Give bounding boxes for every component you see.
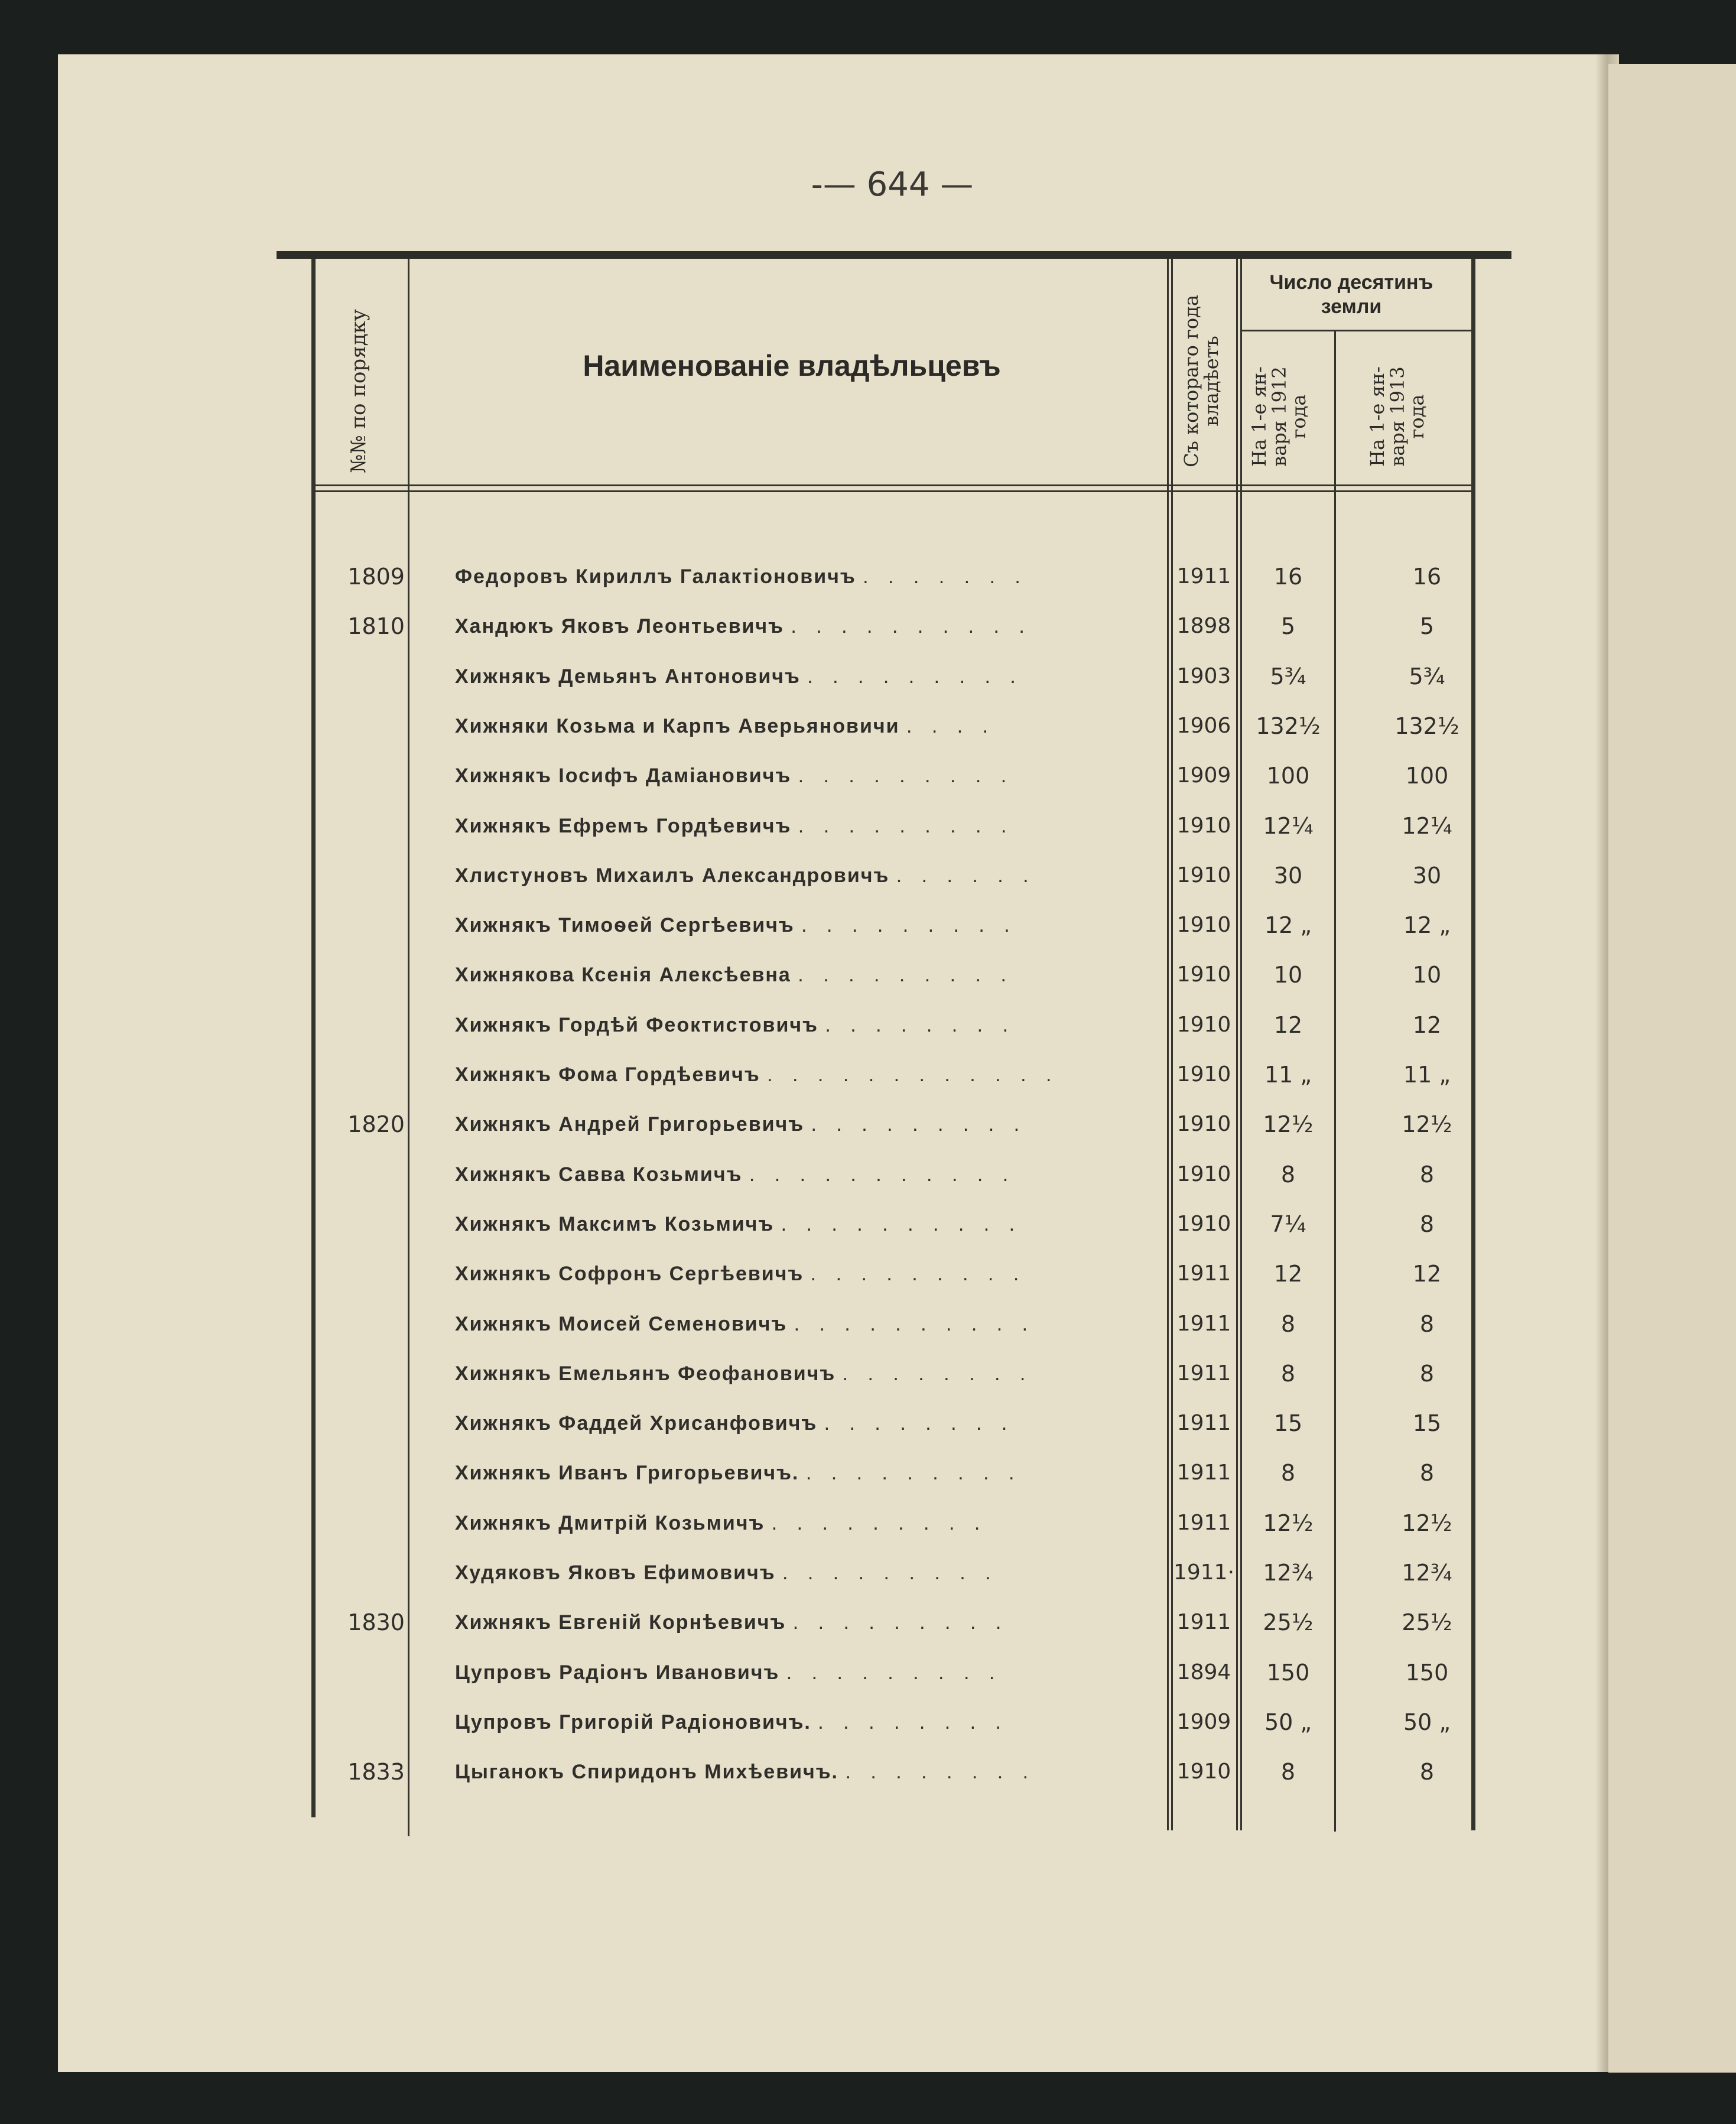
acres-1912-cell: 12¼	[1263, 812, 1314, 839]
acres-1913-cell: 5	[1419, 613, 1435, 640]
owner-name-cell	[455, 1548, 1164, 1598]
page-number: -— 644 —	[811, 165, 974, 204]
owner-name-cell	[455, 751, 1164, 801]
acres-1912-cell: 16	[1273, 564, 1303, 590]
year-cell: 1911	[1176, 1411, 1231, 1436]
acres-1913-cell: 16	[1412, 564, 1442, 590]
row-number	[322, 1199, 411, 1249]
acres-1912-cell: 100	[1266, 763, 1310, 789]
header-bottom-rule-2	[314, 490, 1472, 492]
owner-name: Хижнякъ Евгеній Корнѣевичъ	[455, 1611, 786, 1634]
row-number	[322, 1050, 411, 1100]
row-number: 1810	[347, 613, 405, 640]
leader-dots: . . . . . . . . .	[807, 665, 1023, 688]
leader-dots: . . . . . . . . .	[792, 1611, 1009, 1634]
year-cell: 1910	[1176, 813, 1231, 838]
owner-name: Федоровъ Кириллъ Галактіоновичъ	[455, 565, 856, 588]
table-row	[0, 1548, 1736, 1598]
table-row	[0, 751, 1736, 801]
year-cell: 1898	[1176, 614, 1231, 639]
owner-name: Цупровъ Радіонъ Ивановичъ	[455, 1661, 780, 1684]
leader-dots: . . . . . . . . .	[771, 1511, 987, 1534]
owner-name: Хижнякъ Софронъ Сергѣевичъ	[455, 1263, 804, 1286]
row-number	[322, 701, 411, 751]
year-cell: 1903	[1176, 663, 1231, 688]
year-cell: 1910	[1176, 1012, 1231, 1037]
owner-name: Хижнякъ Гордѣй Феоктистовичъ	[455, 1013, 818, 1036]
leader-dots: . . . . . . . . . . . .	[767, 1063, 1059, 1086]
acres-1913-cell: 12 „	[1403, 912, 1451, 939]
table-row	[0, 601, 1736, 651]
year-cell: 1911	[1176, 1610, 1231, 1635]
year-cell: 1894	[1176, 1660, 1231, 1684]
owner-name-cell	[455, 1050, 1164, 1100]
leader-dots: . . . . . . . .	[818, 1710, 1008, 1733]
owner-name: Хижнякъ Тимоѳей Сергѣевичъ	[455, 914, 795, 937]
table-row	[0, 701, 1736, 751]
owner-name-cell	[455, 652, 1164, 701]
row-number	[322, 1498, 411, 1548]
acres-1913-cell: 12½	[1402, 1111, 1452, 1138]
row-number	[322, 1448, 411, 1498]
acres-1913-cell: 5¾	[1409, 663, 1445, 689]
owner-name-cell	[455, 1648, 1164, 1697]
owner-name-cell	[455, 950, 1164, 1000]
year-cell: 1910	[1176, 1211, 1231, 1236]
table-row	[0, 652, 1736, 701]
acres-1912-cell: 8	[1280, 1161, 1296, 1188]
table-row	[0, 1199, 1736, 1249]
leader-dots: . . . . . . . . .	[798, 814, 1014, 837]
owner-name: Хлистуновъ Михаилъ Александровичъ	[455, 864, 890, 887]
acres-1913-cell: 12	[1412, 1261, 1442, 1287]
acres-1912-cell: 12½	[1263, 1111, 1314, 1138]
year-cell: 1911·	[1173, 1560, 1235, 1585]
owner-name-cell	[455, 1398, 1164, 1448]
leader-dots: . . . . . . . .	[842, 1362, 1033, 1385]
owner-name-cell	[455, 900, 1164, 950]
table-top-rule	[277, 251, 1511, 259]
leader-dots: . . . . . . . . .	[782, 1562, 998, 1584]
acres-1912-cell: 8	[1280, 1759, 1296, 1785]
leader-dots: . . . . . . . . .	[805, 1462, 1022, 1485]
table-row	[0, 1598, 1736, 1647]
header-col-year: Съ котораго года владѣетъ	[1180, 295, 1223, 467]
year-cell: 1910	[1176, 1112, 1231, 1137]
owner-name: Хижнякъ Емельянъ Феофановичъ	[455, 1362, 836, 1385]
owner-name: Цупровъ Григорій Радіоновичъ.	[455, 1710, 811, 1733]
acres-1912-cell: 8	[1280, 1460, 1296, 1487]
acres-1913-cell: 8	[1419, 1360, 1435, 1387]
year-cell: 1910	[1176, 1062, 1231, 1087]
table-row	[0, 950, 1736, 1000]
table-row	[0, 1100, 1736, 1149]
acres-1913-cell: 12¾	[1402, 1560, 1452, 1586]
owner-name-cell	[455, 1249, 1164, 1299]
row-number	[322, 1697, 411, 1747]
leader-dots: . . . . . . . . .	[810, 1263, 1026, 1286]
header-col-no: №№ по порядку	[347, 309, 370, 473]
acres-1912-cell: 132½	[1256, 713, 1321, 739]
row-number	[322, 851, 411, 900]
acres-1912-cell: 8	[1280, 1360, 1296, 1387]
owner-name: Хижнякъ Моисей Семеновичъ	[455, 1312, 788, 1335]
row-number	[322, 1398, 411, 1448]
leader-dots: . . . . . . .	[863, 565, 1028, 588]
owner-name: Хижнякъ Максимъ Козьмичъ	[455, 1212, 775, 1235]
table-row	[0, 1498, 1736, 1548]
table-row	[0, 1150, 1736, 1199]
table-row	[0, 1299, 1736, 1349]
table-row	[0, 1398, 1736, 1448]
acres-1912-cell: 50 „	[1264, 1709, 1312, 1735]
owner-name: Худяковъ Яковъ Ефимовичъ	[455, 1562, 776, 1584]
row-number	[322, 1648, 411, 1697]
acres-1913-cell: 12½	[1402, 1510, 1452, 1536]
row-number: 1833	[347, 1759, 405, 1785]
group-header-rule	[1241, 330, 1471, 331]
table-row	[0, 1349, 1736, 1398]
leader-dots: . . . . . . . . .	[798, 765, 1014, 788]
year-cell: 1910	[1176, 913, 1231, 938]
owner-name: Цыганокъ Спиридонъ Михѣевичъ.	[455, 1761, 838, 1784]
acres-1912-cell: 8	[1280, 1310, 1296, 1337]
header-col-1912: На 1-е ян- варя 1912 года	[1248, 366, 1311, 467]
owner-name-cell	[455, 1199, 1164, 1249]
owner-name-cell	[455, 1299, 1164, 1349]
table-row	[0, 900, 1736, 950]
owner-name: Хижнякъ Фома Гордѣевичъ	[455, 1063, 760, 1086]
acres-1913-cell: 11 „	[1403, 1062, 1451, 1088]
acres-1912-cell: 30	[1273, 862, 1303, 889]
owner-name: Хижнякова Ксенія Алексѣевна	[455, 964, 791, 987]
year-cell: 1909	[1176, 763, 1231, 788]
owner-name: Хижняки Козьма и Карпъ Аверьяновичи	[455, 714, 900, 737]
acres-1913-cell: 150	[1405, 1659, 1449, 1686]
row-number	[322, 1548, 411, 1598]
acres-1913-cell: 25½	[1402, 1609, 1452, 1636]
owner-name: Хижнякъ Іосифъ Даміановичъ	[455, 765, 792, 788]
table-row	[0, 1697, 1736, 1747]
acres-1913-cell: 10	[1412, 962, 1442, 988]
owner-name-cell	[455, 1100, 1164, 1149]
acres-1912-cell: 11 „	[1264, 1062, 1312, 1088]
owner-name-cell	[455, 1598, 1164, 1647]
acres-1912-cell: 12	[1273, 1011, 1303, 1038]
year-cell: 1911	[1176, 1311, 1231, 1336]
year-cell: 1911	[1176, 1261, 1231, 1286]
owner-name-cell	[455, 701, 1164, 751]
acres-1913-cell: 8	[1419, 1310, 1435, 1337]
owner-name: Хижнякъ Андрей Григорьевичъ	[455, 1113, 805, 1136]
acres-1912-cell: 7¼	[1270, 1211, 1306, 1237]
leader-dots: . . . . . . . . . . .	[749, 1163, 1016, 1186]
leader-dots: . . . . . . . . . .	[781, 1212, 1022, 1235]
acres-1913-cell: 12¼	[1402, 812, 1452, 839]
row-number	[322, 801, 411, 851]
leader-dots: . . . . . . . .	[824, 1412, 1015, 1435]
row-number	[322, 1349, 411, 1398]
leader-dots: . . . . . . . .	[845, 1761, 1036, 1784]
acres-1912-cell: 25½	[1263, 1609, 1314, 1636]
header-col-group: Число десятинъ земли	[1269, 271, 1433, 318]
owner-name-cell	[455, 1498, 1164, 1548]
year-cell: 1909	[1176, 1709, 1231, 1734]
table-row	[0, 1648, 1736, 1697]
row-number: 1809	[347, 564, 405, 590]
leader-dots: . . . . . . . . .	[786, 1661, 1002, 1684]
leader-dots: . . . . . . . . .	[798, 964, 1013, 987]
acres-1912-cell: 5	[1280, 613, 1296, 640]
acres-1912-cell: 12	[1273, 1261, 1303, 1287]
header-col-name: Наименованіе владѣльцевъ	[583, 349, 1001, 382]
row-number	[322, 900, 411, 950]
owner-name-cell	[455, 1349, 1164, 1398]
row-number	[322, 1249, 411, 1299]
owner-name-cell	[455, 552, 1164, 601]
owner-name: Хижнякъ Савва Козьмичъ	[455, 1163, 743, 1186]
acres-1913-cell: 50 „	[1403, 1709, 1451, 1735]
owner-name: Хижнякъ Демьянъ Антоновичъ	[455, 665, 801, 688]
year-cell: 1910	[1176, 1759, 1231, 1784]
acres-1912-cell: 12¾	[1263, 1560, 1314, 1586]
row-number	[322, 950, 411, 1000]
row-number	[322, 1299, 411, 1349]
acres-1913-cell: 100	[1405, 763, 1449, 789]
acres-1912-cell: 15	[1273, 1410, 1303, 1437]
acres-1913-cell: 12	[1412, 1011, 1442, 1038]
table-row	[0, 1249, 1736, 1299]
acres-1913-cell: 30	[1412, 862, 1442, 889]
year-cell: 1910	[1176, 1162, 1231, 1186]
table-row	[0, 1000, 1736, 1050]
owner-name: Хижнякъ Фаддей Хрисанфовичъ	[455, 1412, 818, 1435]
leader-dots: . . . . . . . . .	[801, 914, 1017, 937]
acres-1913-cell: 8	[1419, 1161, 1435, 1188]
owner-name-cell	[455, 801, 1164, 851]
row-number: 1820	[347, 1111, 405, 1138]
leader-dots: . . . . . . . .	[825, 1013, 1016, 1036]
owner-name-cell	[455, 1448, 1164, 1498]
owner-name-cell	[455, 1747, 1164, 1797]
table-row	[0, 801, 1736, 851]
year-cell: 1911	[1176, 1510, 1231, 1535]
owner-name: Хижнякъ Дмитрій Козьмичъ	[455, 1511, 765, 1534]
year-cell: 1906	[1176, 713, 1231, 738]
table-row	[0, 1747, 1736, 1797]
acres-1912-cell: 12½	[1263, 1510, 1314, 1536]
row-number: 1830	[347, 1609, 405, 1636]
acres-1912-cell: 12 „	[1264, 912, 1312, 939]
acres-1913-cell: 15	[1412, 1410, 1442, 1437]
leader-dots: . . . .	[906, 714, 996, 737]
table-row	[0, 851, 1736, 900]
table-row	[0, 1448, 1736, 1498]
owner-name: Хижнякъ Ефремъ Гордѣевичъ	[455, 814, 792, 837]
owner-name: Хижнякъ Иванъ Григорьевичъ.	[455, 1462, 799, 1485]
leader-dots: . . . . . . . . .	[811, 1113, 1027, 1136]
leader-dots: . . . . . .	[896, 864, 1036, 887]
acres-1913-cell: 8	[1419, 1211, 1435, 1237]
row-number	[322, 1150, 411, 1199]
acres-1912-cell: 10	[1273, 962, 1303, 988]
leader-dots: . . . . . . . . . .	[791, 615, 1032, 638]
acres-1913-cell: 8	[1419, 1460, 1435, 1487]
row-number	[322, 751, 411, 801]
owner-name-cell	[455, 1697, 1164, 1747]
row-number	[322, 652, 411, 701]
table-row	[0, 1050, 1736, 1100]
leader-dots: . . . . . . . . . .	[794, 1312, 1035, 1335]
year-cell: 1911	[1176, 1461, 1231, 1485]
acres-1913-cell: 132½	[1394, 713, 1459, 739]
acres-1912-cell: 150	[1266, 1659, 1310, 1686]
acres-1913-cell: 8	[1419, 1759, 1435, 1785]
year-cell: 1911	[1176, 564, 1231, 588]
table-row	[0, 552, 1736, 601]
header-col-1913: На 1-е ян- варя 1913 года	[1366, 366, 1429, 467]
owner-name: Хандюкъ Яковъ Леонтьевичъ	[455, 615, 784, 638]
owner-name-cell	[455, 601, 1164, 651]
owner-name-cell	[455, 851, 1164, 900]
acres-1912-cell: 5¾	[1270, 663, 1306, 689]
year-cell: 1910	[1176, 962, 1231, 987]
year-cell: 1911	[1176, 1361, 1231, 1385]
owner-name-cell	[455, 1150, 1164, 1199]
year-cell: 1910	[1176, 863, 1231, 887]
owner-name-cell	[455, 1000, 1164, 1050]
row-number	[322, 1000, 411, 1050]
